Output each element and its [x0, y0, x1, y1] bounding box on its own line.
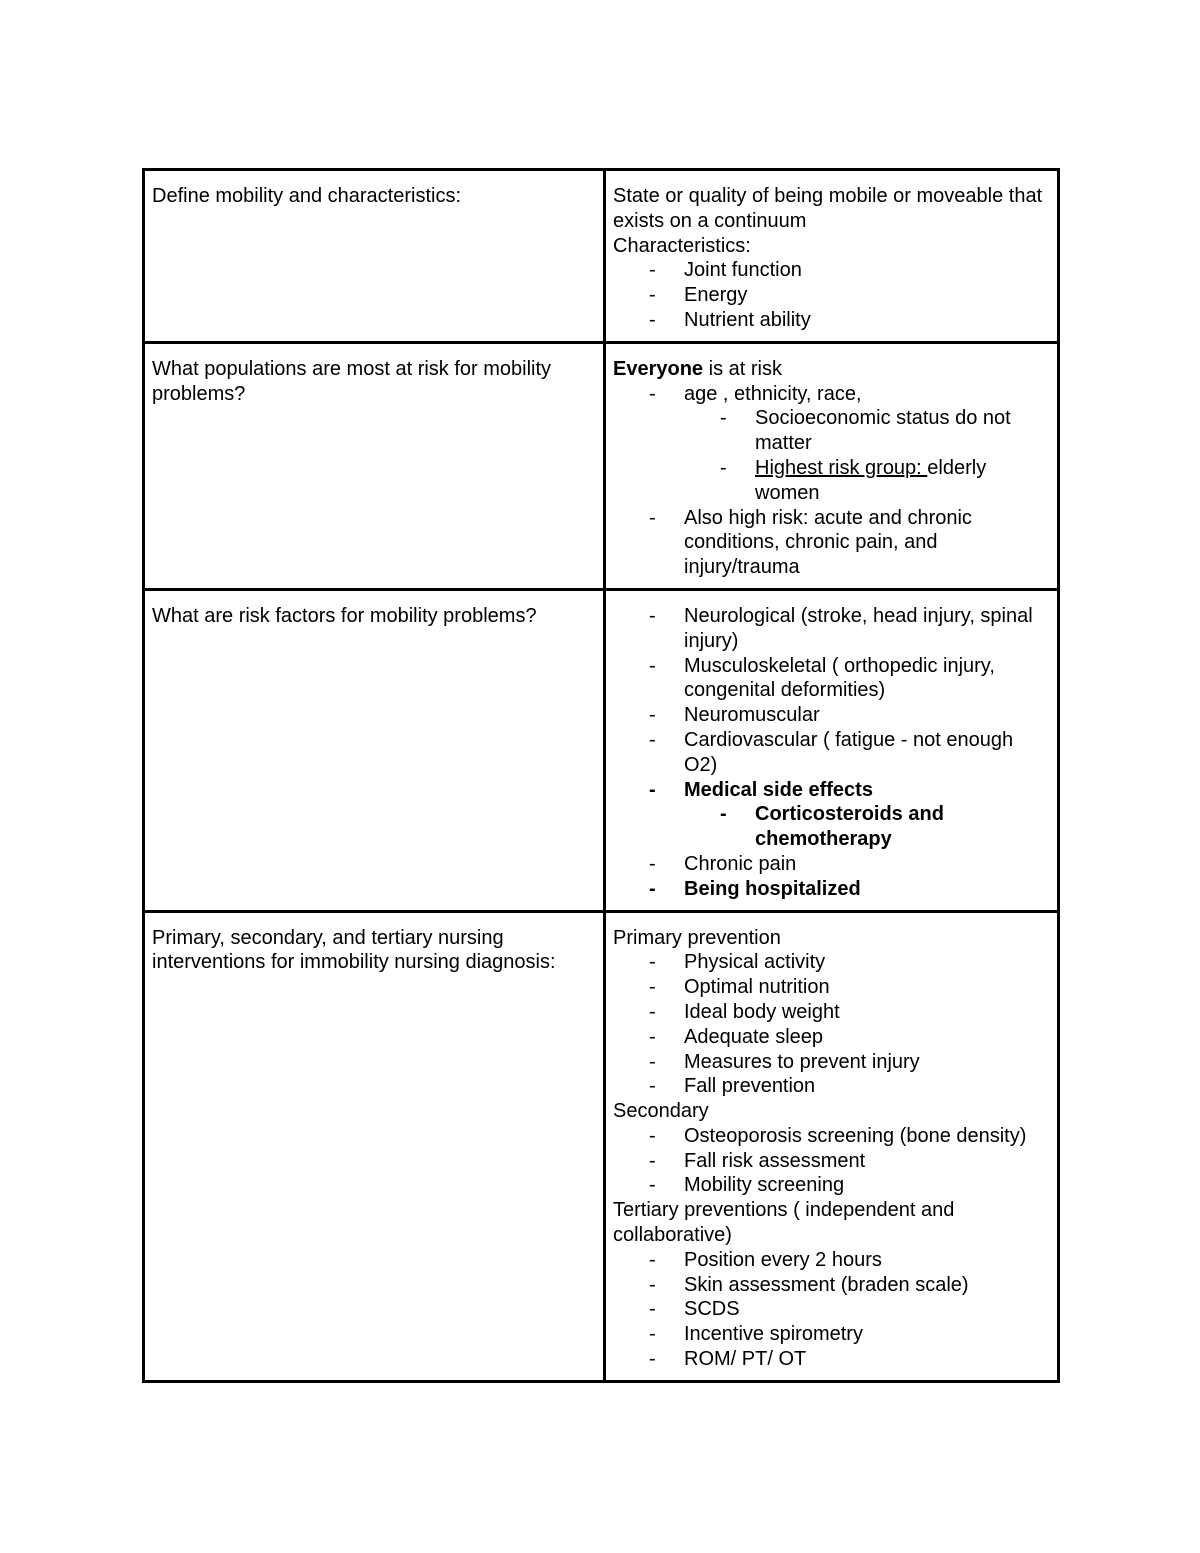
- question-cell: [144, 589, 605, 911]
- list-item: - Being hospitalized: [613, 877, 1049, 902]
- table-row: [144, 342, 1059, 589]
- notes-table: [142, 168, 1060, 1383]
- answer-cell: [605, 911, 1059, 1381]
- dash-list: [613, 1124, 1049, 1198]
- underlined-text: Highest risk group:: [755, 456, 928, 479]
- list-item-text: Medical side effects: [684, 778, 873, 801]
- section-heading: Secondary: [613, 1100, 709, 1123]
- dash-list: [613, 258, 1049, 332]
- list-item: - Joint function: [613, 258, 1049, 283]
- dash-list: [613, 604, 1049, 902]
- answer-text: State or quality of being mobile or moveable that exists on a continuum: [613, 185, 1043, 232]
- list-item: - Ideal body weight: [613, 1000, 1049, 1025]
- list-item: - Neuromuscular: [613, 703, 1049, 728]
- list-item-text: elderly women: [755, 456, 987, 504]
- question-text: Primary, secondary, and tertiary nursing interventions for immobility nursing diagnosis:: [152, 926, 556, 974]
- question-cell: [144, 911, 605, 1381]
- list-item: - Mobility screening: [613, 1173, 1049, 1198]
- list-item: - Measures to prevent injury: [613, 1050, 1049, 1075]
- list-item: - Chronic pain: [613, 852, 1049, 877]
- list-item-text: age , ethnicity, race,: [684, 382, 862, 405]
- list-item: - Corticosteroids and chemotherapy: [684, 802, 1049, 852]
- list-item: - Position every 2 hours: [613, 1248, 1049, 1273]
- list-item: - Nutrient ability: [613, 308, 1049, 333]
- dash-list: [613, 1248, 1049, 1372]
- list-item: - Incentive spirometry: [613, 1322, 1049, 1347]
- answer-cell: [605, 589, 1059, 911]
- list-item: - Optimal nutrition: [613, 975, 1049, 1000]
- answer-text: Characteristics:: [613, 234, 751, 257]
- question-cell: [144, 170, 605, 343]
- list-item: - Cardiovascular ( fatigue - not enough O2): [613, 728, 1049, 778]
- list-item: - Neurological (stroke, head injury, spinal injury): [613, 604, 1049, 654]
- table-row: [144, 589, 1059, 911]
- dash-list: [613, 950, 1049, 1099]
- list-item: - Musculoskeletal ( orthopedic injury, congenital deformities): [613, 654, 1049, 704]
- nested-dash-list: [684, 802, 1049, 852]
- answer-cell: [605, 342, 1059, 589]
- list-item: - Skin assessment (braden scale): [613, 1273, 1049, 1298]
- table-row: [144, 170, 1059, 343]
- list-item: - Fall risk assessment: [613, 1149, 1049, 1174]
- question-text: What populations are most at risk for mobility problems?: [152, 357, 552, 405]
- dash-list: [613, 382, 1049, 580]
- section-heading: Primary prevention: [613, 926, 781, 949]
- list-item: [684, 456, 1049, 506]
- section-heading: Tertiary preventions ( independent and collaborative): [613, 1199, 955, 1247]
- list-item: [613, 778, 1049, 852]
- table-row: [144, 911, 1059, 1381]
- list-item: - Energy: [613, 283, 1049, 308]
- list-item: [613, 382, 1049, 506]
- nested-dash-list: [684, 406, 1049, 505]
- question-text: Define mobility and characteristics:: [152, 185, 462, 207]
- list-item: - Also high risk: acute and chronic conditions, chronic pain, and injury/trauma: [613, 506, 1049, 580]
- answer-text: is at risk: [703, 357, 782, 380]
- question-cell: [144, 342, 605, 589]
- list-item: - Osteoporosis screening (bone density): [613, 1124, 1049, 1149]
- question-text: What are risk factors for mobility problems?: [152, 604, 537, 627]
- list-item: - Socioeconomic status do not matter: [684, 406, 1049, 456]
- list-item: - Fall prevention: [613, 1074, 1049, 1099]
- list-item: - Adequate sleep: [613, 1025, 1049, 1050]
- list-item: - Physical activity: [613, 950, 1049, 975]
- list-item: - ROM/ PT/ OT: [613, 1347, 1049, 1372]
- list-item: - SCDS: [613, 1297, 1049, 1322]
- bold-text: Everyone: [613, 357, 704, 380]
- answer-text: [613, 357, 1049, 382]
- answer-cell: [605, 170, 1059, 343]
